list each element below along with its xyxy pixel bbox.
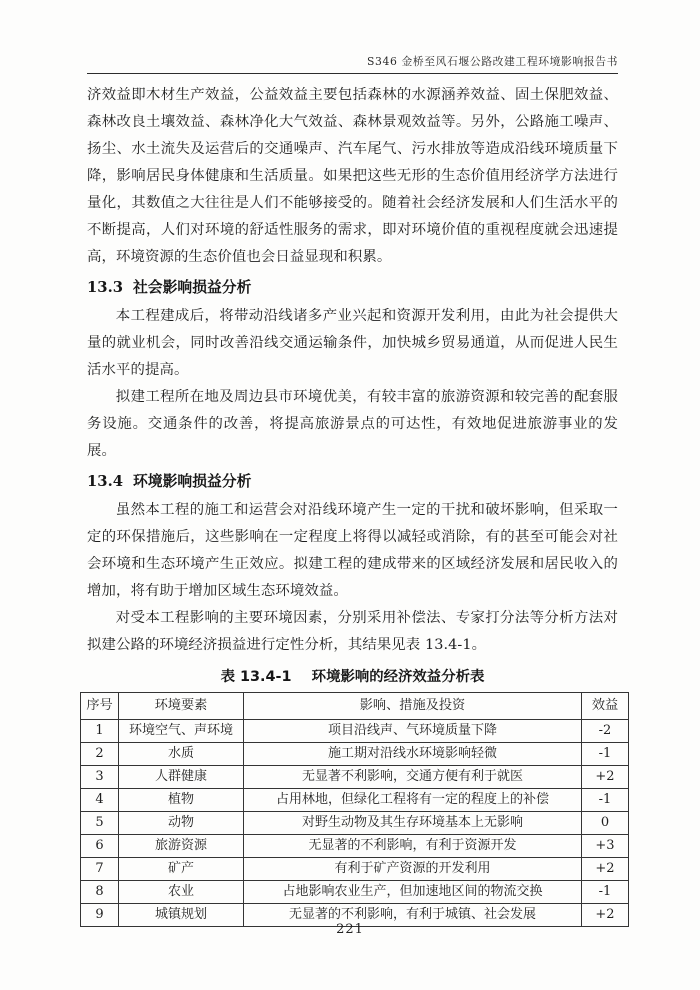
cell-index: 3 [81, 766, 119, 789]
cell-index: 1 [81, 720, 119, 743]
cell-benefit: +3 [582, 835, 629, 858]
table-row [81, 835, 629, 858]
cell-impact: 对野生动物及其生存环境基本上无影响 [244, 812, 582, 835]
table-row [81, 789, 629, 812]
cell-impact: 占用林地，但绿化工程将有一定的程度上的补偿 [244, 789, 582, 812]
paragraph-tourism: 拟建工程所在地及周边县市环境优美，有较丰富的旅游资源和较完善的配套服务设施。交通条件的改善，将提高旅游景点的可达性，有效地促进旅游事业的发展。 [87, 389, 618, 459]
cell-benefit: +2 [582, 904, 629, 927]
paragraph-method: 对受本工程影响的主要环境因素，分别采用补偿法、专家打分法等分析方法对拟建公路的环境经济损益进行定性分析，其结果见表 13.4-1。 [87, 610, 618, 653]
cell-benefit: 0 [582, 812, 629, 835]
table-caption-title: 环境影响的经济效益分析表 [311, 669, 485, 685]
cell-factor: 环境空气、声环境 [119, 720, 244, 743]
cell-index: 9 [81, 904, 119, 927]
page-number: 221 [336, 922, 364, 937]
running-header [87, 54, 618, 74]
cell-impact: 无显著不利影响，交通方便有利于就医 [244, 766, 582, 789]
benefit-analysis-table [80, 692, 629, 927]
section-heading-13-4 [87, 469, 618, 495]
paragraph-env-effect: 虽然本工程的施工和运营会对沿线环境产生一定的干扰和破坏影响，但采取一定的环保措施后，这些影响在一定程度上将得以减轻或消除，有的甚至可能会对社会环境和生态环境产生正效应。拟建工程的建成带来的区域经济发展和居民收入的增加，将有助于增加区域生态环境效益。 [87, 502, 618, 599]
cell-impact: 项目沿线声、气环境质量下降 [244, 720, 582, 743]
cell-index: 8 [81, 881, 119, 904]
cell-benefit: -1 [582, 743, 629, 766]
col-header-benefit: 效益 [582, 693, 629, 720]
section-title: 环境影响损益分析 [133, 473, 252, 490]
col-header-factor: 环境要素 [119, 693, 244, 720]
page-content [87, 82, 618, 927]
cell-benefit: -1 [582, 789, 629, 812]
cell-benefit: +2 [582, 766, 629, 789]
paragraph-forest-benefit: 济效益即木材生产效益，公益效益主要包括森林的水源涵养效益、固土保肥效益、森林改良土壤效益、森林净化大气效益、森林景观效益等。另外，公路施工噪声、扬尘、水土流失及运营后的交通噪声、汽车尾气、污水排放等造成沿线环境质量下降，影响居民身体健康和生活质量。如果把这些无形的生态价值用经济学方法进行量化，其数值之大往往是人们不能够接受的。随着社会经济发展和人们生活水平的不断提高，人们对环境的舒适性服务的需求，即对环境价值的重视程度就会迅速提高，环境资源的生态价值也会日益显现和积累。 [87, 87, 618, 265]
cell-impact: 占地影响农业生产，但加速地区间的物流交换 [244, 881, 582, 904]
table-caption-label: 表 13.4-1 [220, 669, 292, 685]
cell-impact: 有利于矿产资源的开发利用 [244, 858, 582, 881]
table-row [81, 858, 629, 881]
cell-factor: 水质 [119, 743, 244, 766]
cell-index: 6 [81, 835, 119, 858]
cell-impact: 无显著的不利影响，有利于资源开发 [244, 835, 582, 858]
cell-impact: 施工期对沿线水环境影响轻微 [244, 743, 582, 766]
table-body [81, 720, 629, 927]
cell-factor: 矿产 [119, 858, 244, 881]
table-row [81, 766, 629, 789]
paragraph-social-benefit: 本工程建成后，将带动沿线诸多产业兴起和资源开发利用，由此为社会提供大量的就业机会，同时改善沿线交通运输条件，加快城乡贸易通道，从而促进人民生活水平的提高。 [87, 308, 618, 378]
col-header-impact: 影响、措施及投资 [244, 693, 582, 720]
table-row [81, 743, 629, 766]
table-header-row [81, 693, 629, 720]
section-title: 社会影响损益分析 [133, 279, 252, 296]
cell-index: 7 [81, 858, 119, 881]
col-header-index: 序号 [81, 693, 119, 720]
table-row [81, 693, 629, 720]
table-caption [87, 666, 618, 688]
cell-benefit: -2 [582, 720, 629, 743]
cell-factor: 旅游资源 [119, 835, 244, 858]
cell-benefit: -1 [582, 881, 629, 904]
cell-benefit: +2 [582, 858, 629, 881]
cell-factor: 人群健康 [119, 766, 244, 789]
cell-factor: 城镇规划 [119, 904, 244, 927]
cell-index: 4 [81, 789, 119, 812]
cell-impact: 无显著的不利影响，有利于城镇、社会发展 [244, 904, 582, 927]
section-number: 13.4 [87, 473, 124, 490]
table-row [81, 720, 629, 743]
cell-factor: 植物 [119, 789, 244, 812]
section-number: 13.3 [87, 279, 124, 296]
report-title: S346 金桥至风石堰公路改建工程环境影响报告书 [367, 55, 618, 68]
cell-index: 2 [81, 743, 119, 766]
section-heading-13-3 [87, 275, 618, 301]
cell-factor: 农业 [119, 881, 244, 904]
cell-factor: 动物 [119, 812, 244, 835]
table-row [81, 881, 629, 904]
cell-index: 5 [81, 812, 119, 835]
table-row [81, 812, 629, 835]
